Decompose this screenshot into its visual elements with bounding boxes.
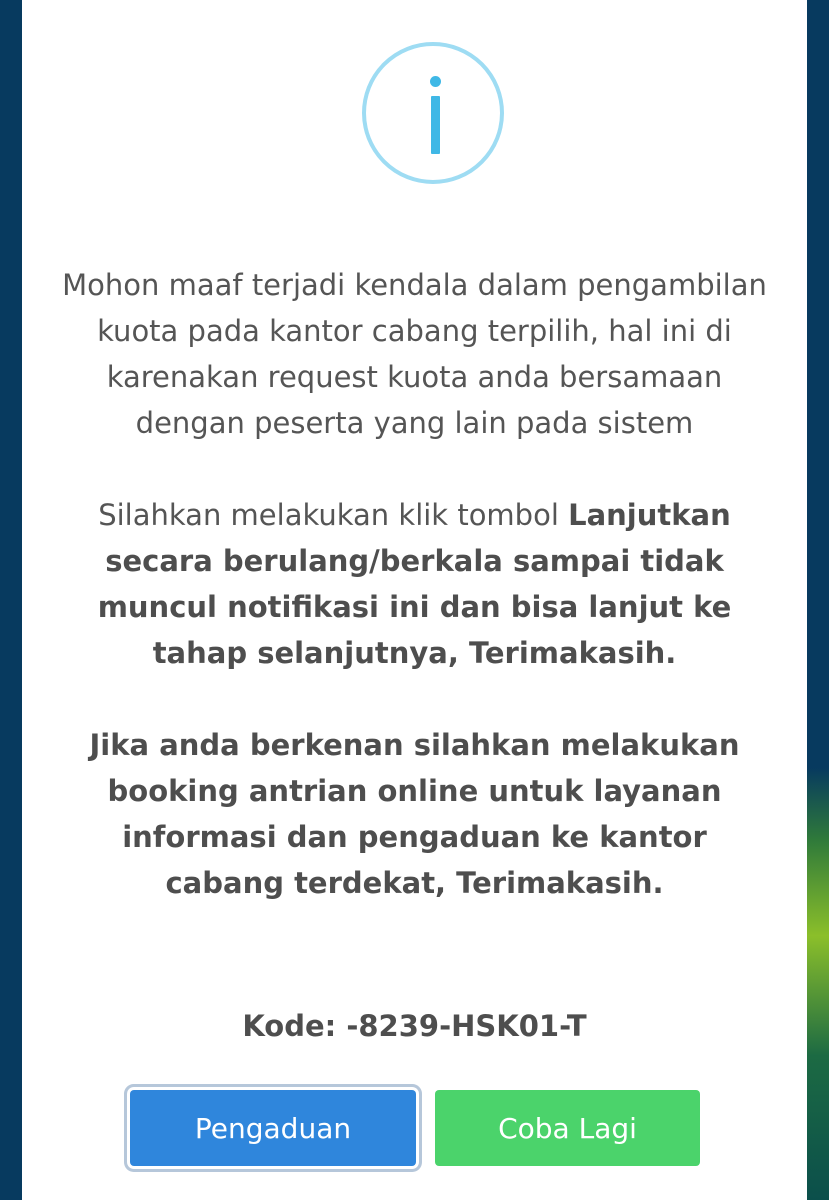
message-paragraph-2-prefix: Silahkan melakukan klik tombol bbox=[98, 498, 569, 532]
page-backdrop-right bbox=[807, 0, 829, 1200]
retry-button[interactable]: Coba Lagi bbox=[435, 1090, 700, 1166]
message-paragraph-3: Jika anda berkenan silahkan melakukan booking antrian online untuk layanan informasi dan pengaduan ke kantor cabang terdekat, Terimakasih. bbox=[89, 728, 740, 900]
message-paragraph-2 bbox=[62, 492, 767, 676]
info-icon bbox=[362, 42, 504, 184]
alert-dialog bbox=[22, 0, 807, 1200]
message-paragraph-2-bold: Lanjutkan secara berulang/berkala sampai tidak muncul notifikasi ini dan bisa lanjut ke tahap selanjutnya, Terimakasih. bbox=[97, 498, 732, 670]
message-paragraph-1: Mohon maaf terjadi kendala dalam pengambilan kuota pada kantor cabang terpilih, hal ini di karenakan request kuota anda bersamaan dengan peserta yang lain pada sistem bbox=[62, 268, 767, 440]
complaint-button[interactable]: Pengaduan bbox=[130, 1090, 416, 1166]
error-code: Kode: -8239-HSK01-T bbox=[242, 1009, 587, 1043]
alert-message bbox=[62, 262, 767, 952]
info-icon-bar bbox=[431, 96, 440, 154]
page-backdrop-left bbox=[0, 0, 22, 1200]
info-icon-dot bbox=[430, 76, 441, 87]
